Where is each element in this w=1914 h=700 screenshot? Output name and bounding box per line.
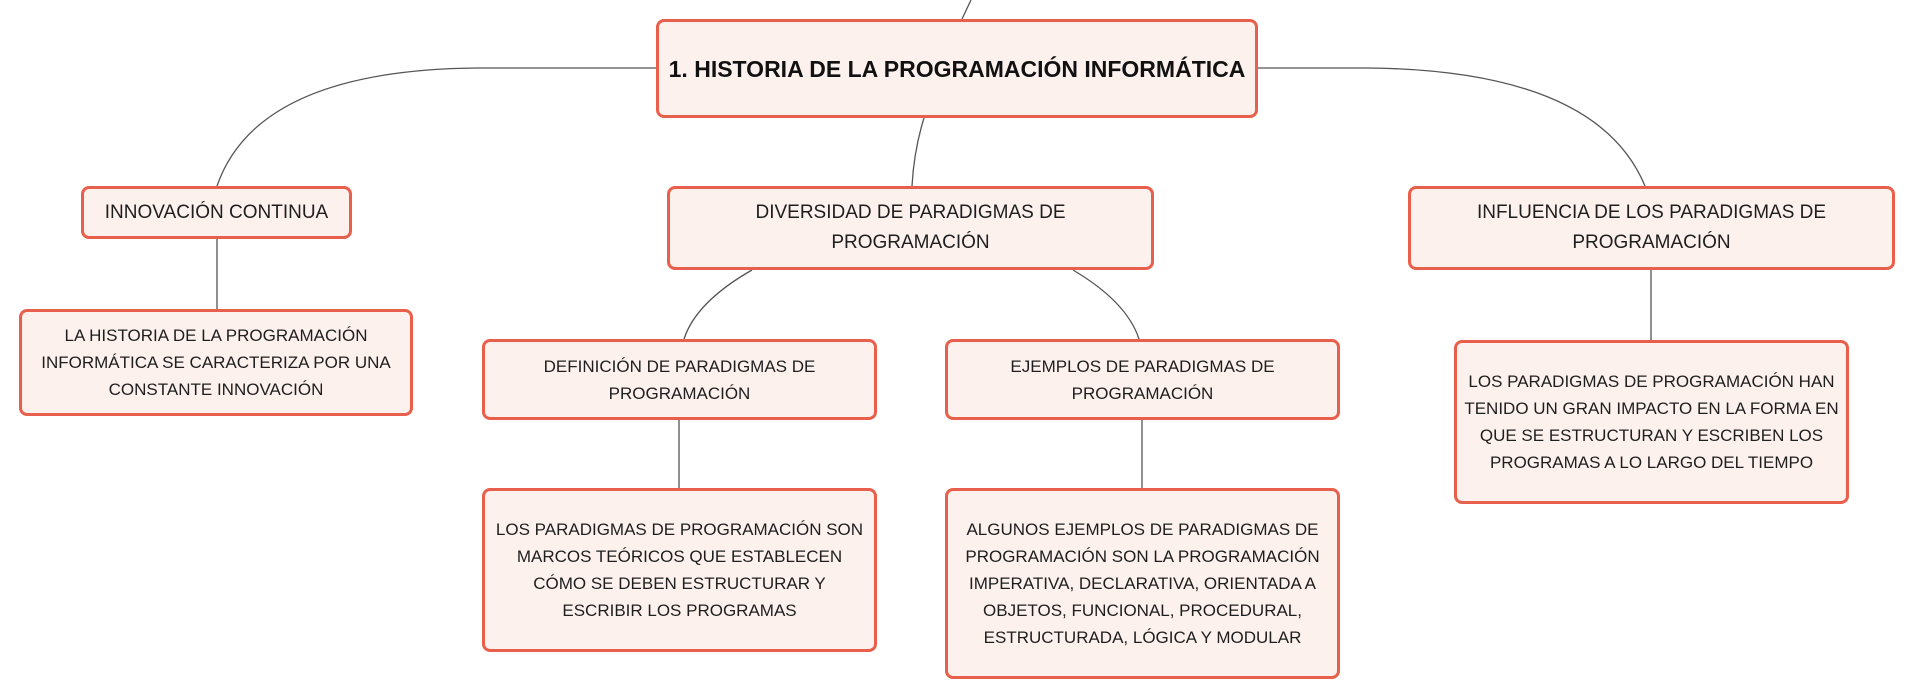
definicion-detail-text: LOS PARADIGMAS DE PROGRAMACIÓN SON MARCOS TEÓRICOS QUE ESTABLECEN CÓMO SE DEBEN ESTRUCTURAR Y ESCRIBIR LOS PROGRAMAS	[495, 520, 864, 620]
connector-root-parent	[962, 0, 971, 19]
definicion-detail-node[interactable]	[482, 488, 877, 652]
connector-diversidad-to-definicion	[684, 270, 752, 339]
influencia-detail-node[interactable]	[1454, 340, 1849, 504]
ejemplos-paradigmas-label: EJEMPLOS DE PARADIGMAS DE PROGRAMACIÓN	[1010, 356, 1275, 403]
innovacion-continua-node[interactable]	[81, 186, 352, 239]
influencia-detail-text: LOS PARADIGMAS DE PROGRAMACIÓN HAN TENIDO UN GRAN IMPACTO EN LA FORMA EN QUE SE ESTRUCTURAN Y ESCRIBEN LOS PROGRAMAS A LO LARGO DEL TIEMPO	[1464, 372, 1839, 472]
innovacion-detail-node[interactable]	[19, 309, 413, 416]
connector-root-to-innovacion	[217, 68, 656, 186]
connector-diversidad-to-ejemplos	[1073, 270, 1139, 339]
ejemplos-detail-node[interactable]	[945, 488, 1340, 679]
innovacion-continua-label: INNOVACIÓN CONTINUA	[104, 201, 329, 223]
influencia-paradigmas-node[interactable]	[1408, 186, 1895, 270]
connector-root-to-influencia	[1258, 68, 1645, 186]
ejemplos-paradigmas-node[interactable]	[945, 339, 1340, 420]
root-topic-label: 1. HISTORIA DE LA PROGRAMACIÓN INFORMÁTICA	[668, 55, 1246, 82]
root-topic-node[interactable]	[656, 19, 1258, 118]
definicion-paradigmas-label: DEFINICIÓN DE PARADIGMAS DE PROGRAMACIÓN	[543, 356, 816, 403]
innovacion-detail-text: LA HISTORIA DE LA PROGRAMACIÓN INFORMÁTICA SE CARACTERIZA POR UNA CONSTANTE INNOVACIÓN	[41, 326, 391, 399]
diversidad-paradigmas-node[interactable]	[667, 186, 1154, 270]
connector-root-to-diversidad	[912, 118, 924, 186]
ejemplos-detail-text: ALGUNOS EJEMPLOS DE PARADIGMAS DE PROGRAMACIÓN SON LA PROGRAMACIÓN IMPERATIVA, DECLARATIVA, ORIENTADA A OBJETOS, FUNCIONAL, PROCEDURAL, ESTRUCTURADA, LÓGICA Y MODULAR	[965, 520, 1320, 647]
definicion-paradigmas-node[interactable]	[482, 339, 877, 420]
diversidad-paradigmas-label: DIVERSIDAD DE PARADIGMAS DE PROGRAMACIÓN	[755, 202, 1066, 253]
influencia-paradigmas-label: INFLUENCIA DE LOS PARADIGMAS DE PROGRAMACIÓN	[1476, 202, 1827, 253]
